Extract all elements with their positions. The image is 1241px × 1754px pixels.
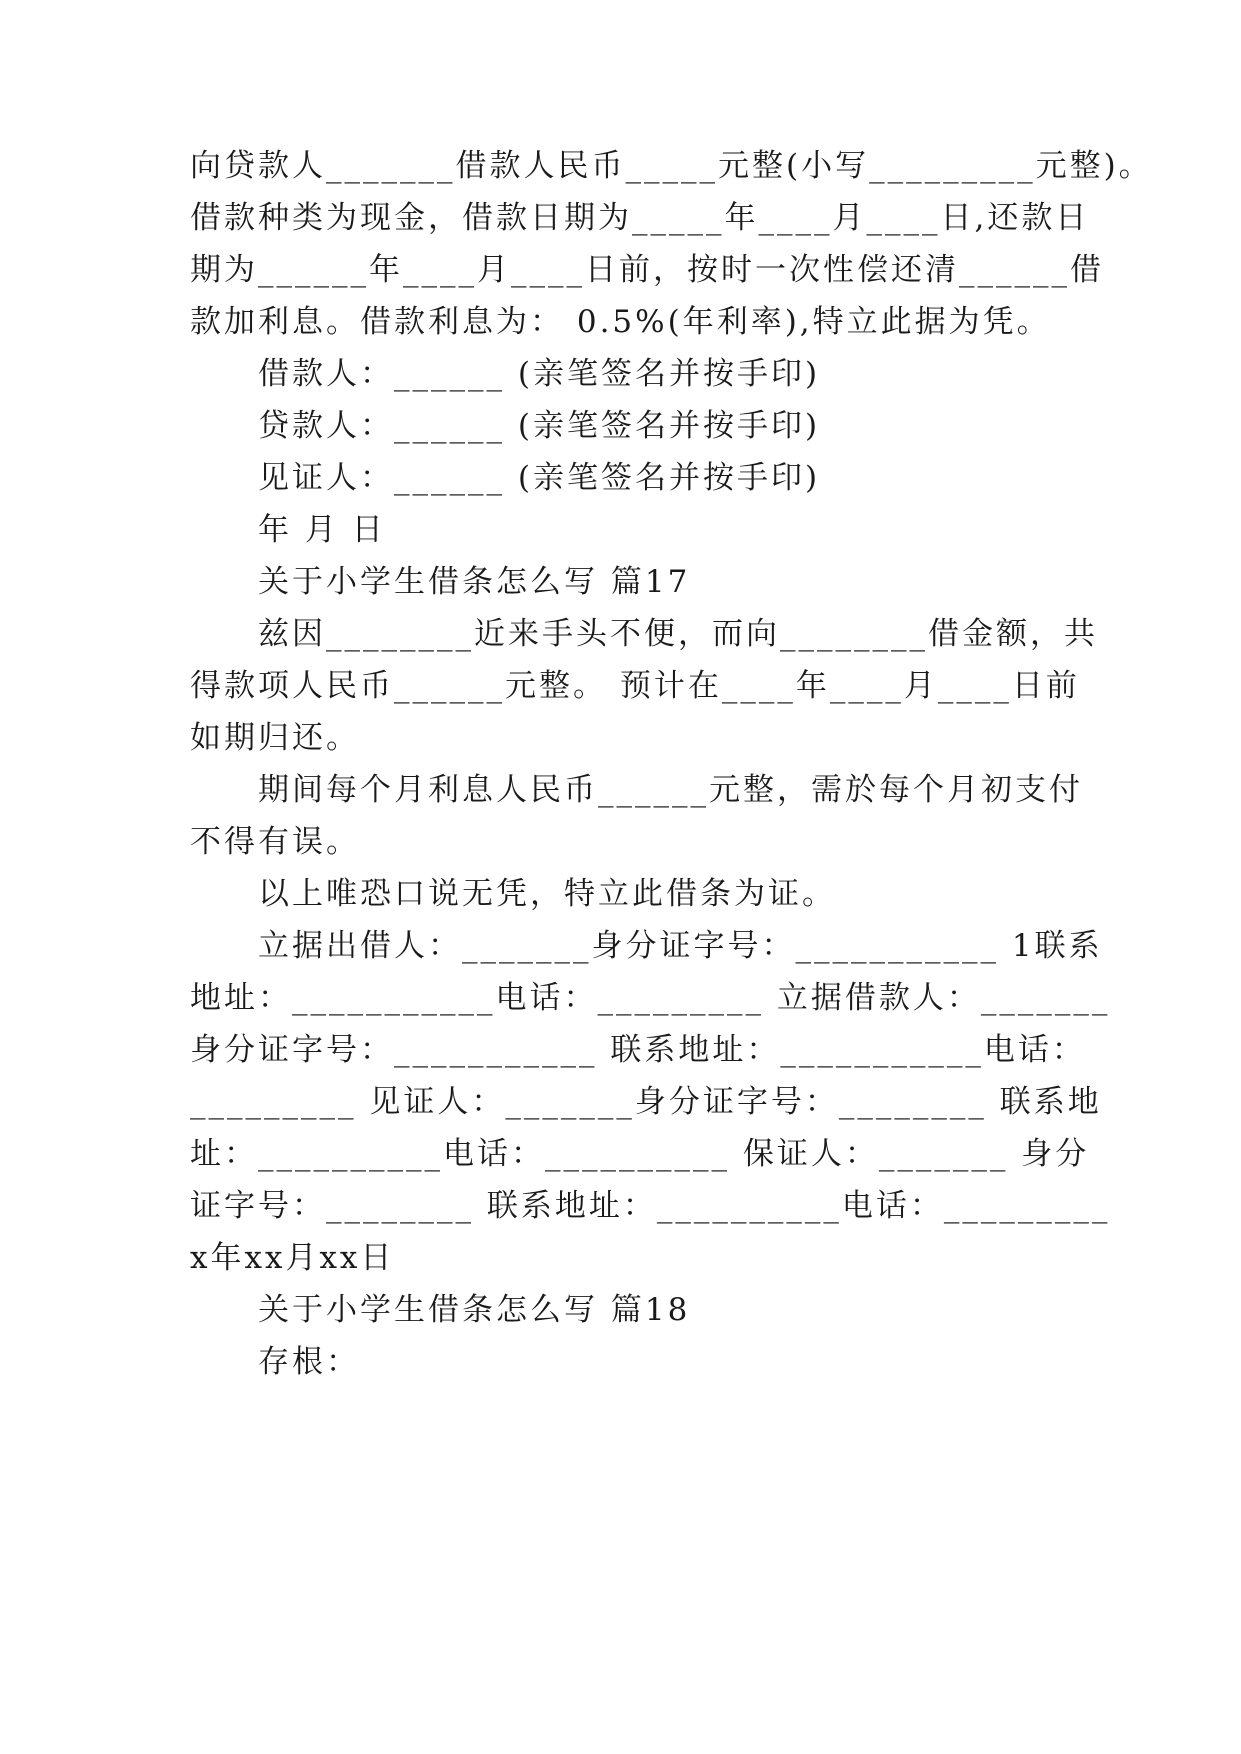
signature-witness: 见证人：______ (亲笔签名并按手印)	[258, 460, 821, 496]
text-line-address-phone: 地址：___________电话：_________ 立据借款人：_______	[190, 980, 1111, 1016]
text-line-loan-amount: 向贷款人_______借款人民币_____元整(小写_________元整)。	[190, 148, 1153, 184]
signature-borrower: 借款人：______ (亲笔签名并按手印)	[258, 356, 821, 392]
text-line-interest: 款加利息。借款利息为： 0.5%(年利率),特立此据为凭。	[190, 304, 1051, 340]
text-line-proof: 以上唯恐口说无凭，特立此借条为证。	[258, 876, 836, 912]
text-line-reason: 兹因________近来手头不便，而向________借金额，共	[258, 616, 1098, 652]
section-heading-18: 关于小学生借条怎么写 篇18	[258, 1292, 691, 1328]
text-line-stub: 存根：	[258, 1344, 360, 1380]
text-line-guarantor: 址：__________电话：__________ 保证人：_______ 身分	[190, 1136, 1090, 1172]
text-line-id-address: 身分证字号：___________ 联系地址：___________电话：	[190, 1032, 1086, 1068]
date-line: 年 月 日	[258, 512, 386, 548]
text-line-date-placeholder: x年xx月xx日	[190, 1240, 395, 1276]
text-line-loan-date: 借款种类为现金，借款日期为_____年____月____日,还款日	[190, 200, 1090, 236]
section-heading-17: 关于小学生借条怎么写 篇17	[258, 564, 691, 600]
text-line-monthly-interest: 期间每个月利息人民币______元整，需於每个月初支付	[258, 772, 1083, 808]
text-line-lender-info: 立据出借人：_______身分证字号：___________ 1联系	[258, 928, 1103, 964]
signature-lender: 贷款人：______ (亲笔签名并按手印)	[258, 408, 821, 444]
text-line-no-error: 不得有误。	[190, 824, 360, 860]
text-line-amount: 得款项人民币______元整。 预计在____年____月____日前	[190, 668, 1080, 704]
text-line-witness-info: _________ 见证人：_______身分证字号：________ 联系地	[190, 1084, 1102, 1120]
text-line-guarantor-id: 证字号：________ 联系地址：__________电话：_________	[190, 1188, 1111, 1224]
text-line-repay-date: 期为______年____月____日前，按时一次性偿还清______借	[190, 252, 1104, 288]
text-line-return: 如期归还。	[190, 720, 360, 756]
